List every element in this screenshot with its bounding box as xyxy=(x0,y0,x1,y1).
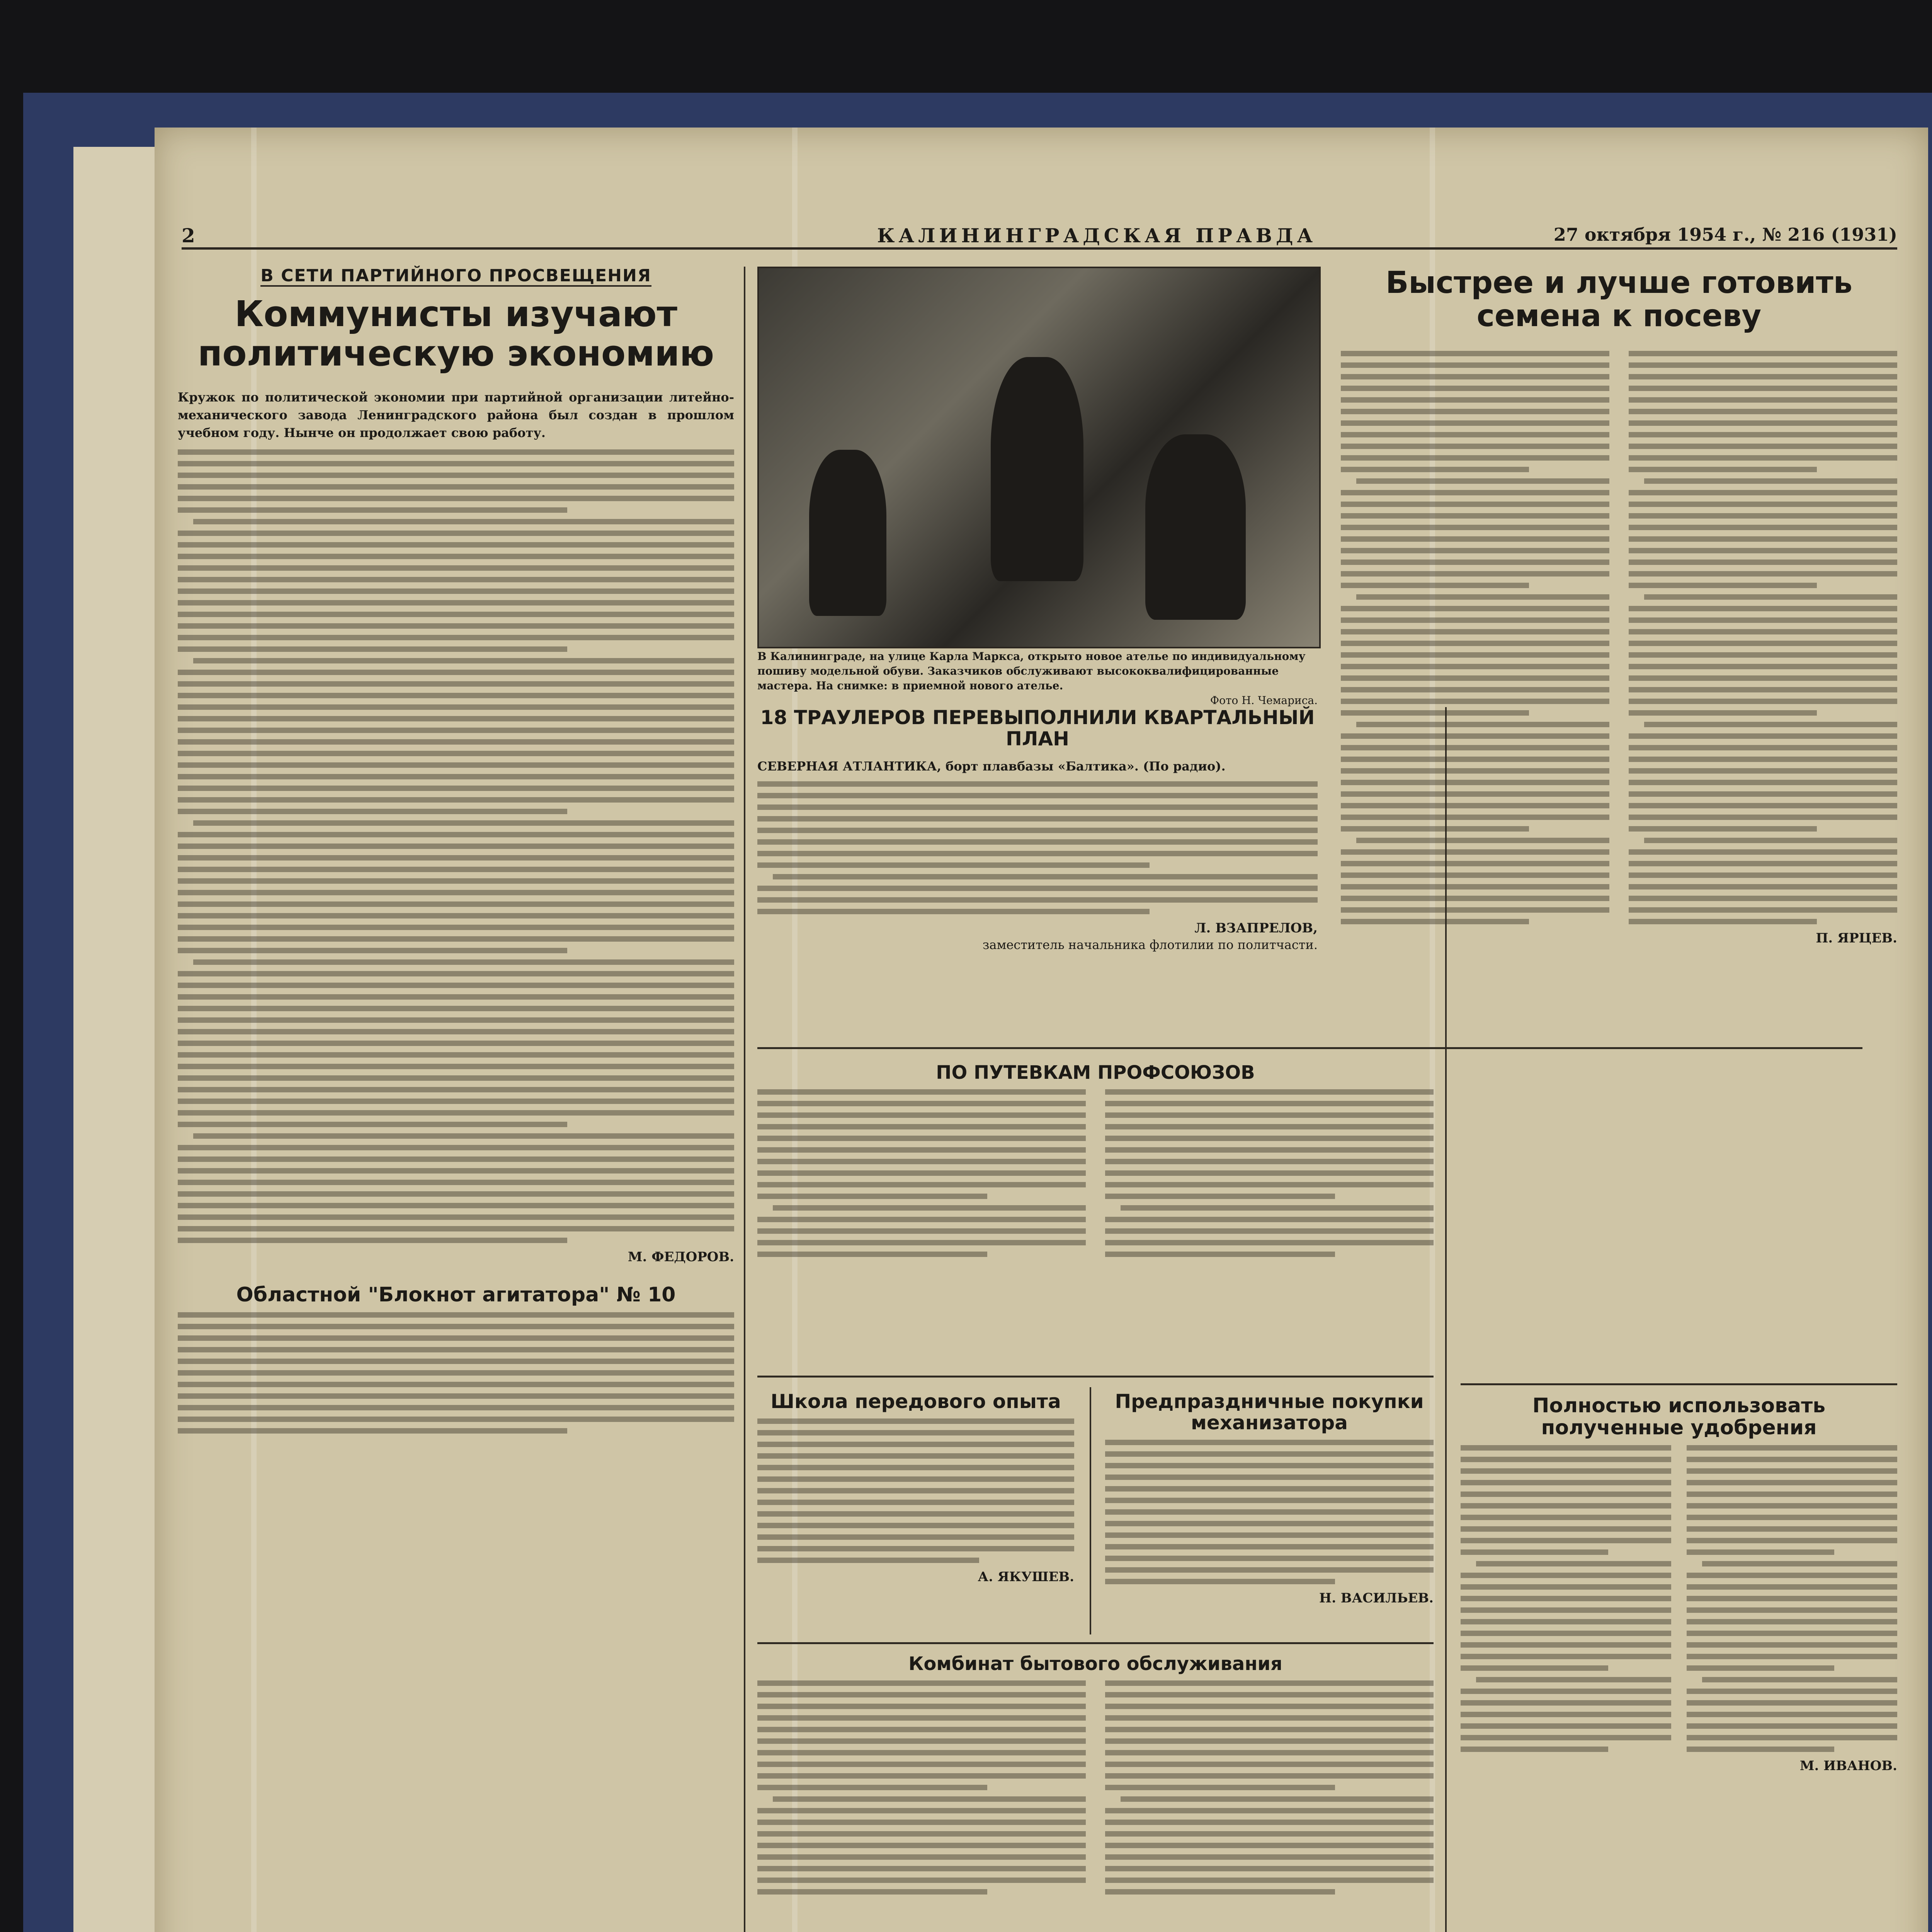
signature: Л. ВЗАПРЕЛОВ, xyxy=(1194,920,1318,936)
newspaper-title: КАЛИНИНГРАДСКАЯ ПРАВДА xyxy=(877,224,1317,247)
headline: Предпраздничные покупки механизатора xyxy=(1115,1390,1424,1434)
article-body-col xyxy=(757,1083,1086,1263)
headline: Коммунисты изучают политическую экономию xyxy=(197,293,714,374)
article-body-col xyxy=(1105,1674,1434,1901)
signature: М. ФЕДОРОВ. xyxy=(628,1249,734,1265)
article-fertilizer xyxy=(1461,1395,1897,1774)
photo-atelier xyxy=(757,267,1321,648)
article-communists xyxy=(178,267,734,1440)
headline: Полностью использовать полученные удобрения xyxy=(1532,1394,1826,1440)
bloknot-body xyxy=(178,1312,734,1434)
headline: 18 ТРАУЛЕРОВ ПЕРЕВЫПОЛНИЛИ КВАРТАЛЬНЫЙ ПЛАН xyxy=(760,706,1315,750)
signature: П. ЯРЦЕВ. xyxy=(1816,930,1897,946)
article-body xyxy=(757,1418,1074,1563)
lead-paragraph: Кружок по политической экономии при партийной организации литейно-механического завода Ленинградского района был создан в прошлом учебном году. Нынче он продолжает свою работу. xyxy=(178,389,734,440)
article-body xyxy=(1105,1440,1434,1584)
newspaper-page xyxy=(155,128,1928,1932)
signature: А. ЯКУШЕВ. xyxy=(978,1569,1074,1585)
headline: Быстрее и лучше готовить семена к посеву xyxy=(1385,265,1853,333)
issue-dateline: 27 октября 1954 г., № 216 (1931) xyxy=(1553,224,1897,245)
article-body xyxy=(757,781,1318,914)
article-combine xyxy=(757,1654,1434,1901)
signature: Н. ВАСИЛЬЕВ. xyxy=(1319,1590,1434,1606)
article-body-col xyxy=(1341,345,1609,930)
signature: М. ИВАНОВ. xyxy=(1799,1758,1897,1774)
article-body-col xyxy=(1687,1439,1897,1758)
column-rule xyxy=(1090,1387,1091,1634)
column-rule xyxy=(744,267,745,1932)
section-rule xyxy=(1461,1383,1897,1385)
article-school xyxy=(757,1391,1074,1585)
headline: Школа передового опыта xyxy=(770,1390,1061,1413)
photo-figure xyxy=(1145,434,1246,620)
headline: ПО ПУТЕВКАМ ПРОФСОЮЗОВ xyxy=(936,1062,1255,1083)
article-seeds xyxy=(1341,267,1897,946)
article-body-col xyxy=(1105,1083,1434,1263)
page-number: 2 xyxy=(182,224,195,247)
article-trawlers xyxy=(757,707,1318,954)
photo-figure xyxy=(991,357,1083,581)
article-profsoyuz xyxy=(757,1063,1434,1263)
photo-caption-block xyxy=(757,649,1318,708)
photo-figure xyxy=(809,450,886,616)
signature-title: заместитель начальника флотилии по политчасти. xyxy=(982,937,1318,952)
section-rule xyxy=(757,1047,1862,1049)
page-edge xyxy=(73,147,155,1932)
dateline: СЕВЕРНАЯ АТЛАНТИКА, борт плавбазы «Балтика». (По радио). xyxy=(757,759,1226,774)
article-purchases xyxy=(1105,1391,1434,1606)
rubric: В СЕТИ ПАРТИЙНОГО ПРОСВЕЩЕНИЯ xyxy=(260,267,651,287)
page-header xyxy=(182,224,1897,250)
photo-credit: Фото Н. Чемариса. xyxy=(1210,694,1318,707)
article-body-col xyxy=(1461,1439,1671,1758)
bloknot-headline: Областной "Блокнот агитатора" № 10 xyxy=(236,1283,676,1306)
headline: Комбинат бытового обслуживания xyxy=(908,1653,1282,1675)
article-body-col xyxy=(1629,345,1897,930)
article-body-col xyxy=(757,1674,1086,1901)
article-body xyxy=(178,449,734,1243)
section-rule xyxy=(757,1376,1434,1378)
photo-caption: В Калининграде, на улице Карла Маркса, открыто новое ателье по индивидуальному пошиву модельной обуви. Заказчиков обслуживают высококвалифицированные мастера. На снимке: в приемной нового ателье. xyxy=(757,650,1306,692)
section-rule xyxy=(757,1642,1434,1644)
